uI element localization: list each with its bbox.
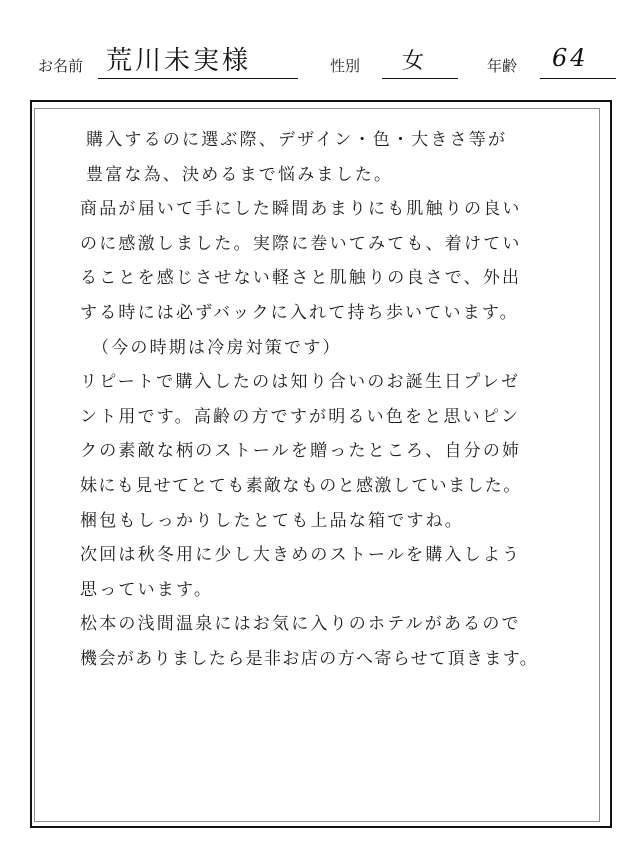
letter-line: 商品が届いて手にした瞬間あまりにも肌触りの良い <box>80 199 522 220</box>
letter-line: （今の時期は冷房対策です） <box>92 337 342 358</box>
letter-line: 梱包もしっかりしたとても上品な箱ですね。 <box>80 510 464 531</box>
letter-line: する時には必ずバックに入れて持ち歩いています。 <box>80 302 519 323</box>
letter-line: 次回は秋冬用に少し大きめのストールを購入しよう <box>80 545 522 566</box>
letter-line: ント用です。高齢の方ですが明るい色をと思いピン <box>80 406 521 427</box>
letter-line: のに感激しました。実際に巻いてみても、着けてい <box>80 233 522 254</box>
letter-line: 思っています。 <box>80 579 214 600</box>
gender-underline <box>382 78 458 79</box>
letter-line: リピートで購入したのは知り合いのお誕生日プレゼ <box>80 372 521 393</box>
age-underline <box>540 78 616 79</box>
letter-body <box>80 123 596 677</box>
age-value: 64 <box>552 44 589 72</box>
letter-line: 購入するのに選ぶ際、デザイン・色・大きさ等が <box>86 130 508 150</box>
letter-line: クの素敵な柄のストールを贈ったところ、自分の姉 <box>80 441 522 462</box>
letter-line: 機会がありましたら是非お店の方へ寄らせて頂きます。 <box>80 648 539 669</box>
customer-info-header <box>0 0 640 90</box>
gender-value: 女 <box>402 49 428 74</box>
letter-line: ることを感じさせない軽さと肌触りの良さで、外出 <box>80 268 522 289</box>
letter-line: 松本の浅間温泉にはお気に入りのホテルがあるので <box>80 614 521 635</box>
letter-line: 妹にも見せてとても素敵なものと感激していました。 <box>80 475 522 496</box>
customer-name: 荒川未実様 <box>106 46 252 76</box>
age-label: 年齢 <box>487 57 518 75</box>
name-label: お名前 <box>38 57 84 75</box>
name-underline <box>98 78 298 79</box>
letter-line: 豊富な為、決めるまで悩みました。 <box>86 164 394 185</box>
gender-label: 性別 <box>330 57 361 75</box>
